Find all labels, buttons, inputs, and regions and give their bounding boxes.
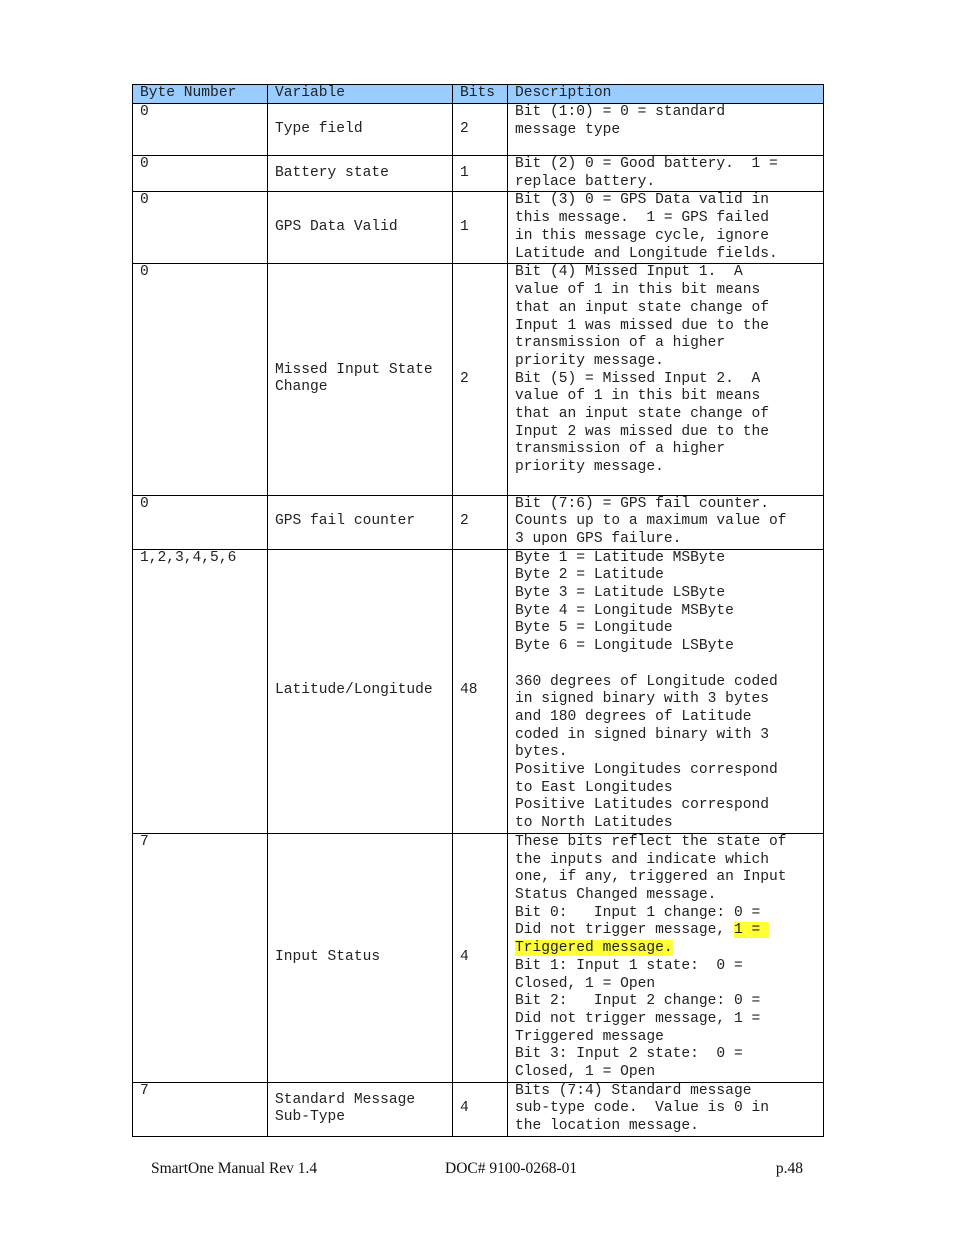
table-row — [133, 192, 824, 264]
description-line: Counts up to a maximum value of — [515, 513, 787, 530]
description-line: one, if any, triggered an Input — [515, 869, 787, 886]
description-line: These bits reflect the state of — [515, 833, 787, 850]
footer-manual-title: SmartOne Manual Rev 1.4 — [151, 1160, 318, 1177]
description-line: 3 upon GPS failure. — [515, 530, 682, 547]
description-line: to East Longitudes — [515, 779, 673, 796]
cell-bits: 48 — [453, 549, 508, 833]
description-line: Byte 6 = Longitude LSByte — [515, 638, 734, 655]
description-line: value of 1 in this bit means — [515, 282, 761, 299]
description-line — [515, 477, 823, 495]
description-line: replace battery. — [515, 173, 656, 190]
description-line: this message. 1 = GPS failed — [515, 210, 769, 227]
cell-variable: Input Status — [268, 833, 453, 1082]
highlighted-text: Triggered message. — [515, 940, 673, 957]
cell-bits: 4 — [453, 1082, 508, 1136]
description-line: that an input state change of — [515, 299, 769, 316]
cell-description — [508, 833, 824, 1082]
cell-variable: Type field — [268, 104, 453, 156]
description-line: message type — [515, 121, 621, 138]
table-row — [133, 264, 824, 495]
highlighted-text: 1 = — [733, 922, 769, 939]
description-line: Bits (7:4) Standard message — [515, 1082, 752, 1099]
description-line: Byte 3 = Latitude LSByte — [515, 585, 726, 602]
description-line: sub-type code. Value is 0 in — [515, 1100, 769, 1117]
description-line: Closed, 1 = Open — [515, 1064, 656, 1081]
description-line: Bit (4) Missed Input 1. A — [515, 264, 743, 281]
message-format-table — [132, 84, 824, 1137]
table-row — [133, 156, 824, 192]
description-line: priority message. — [515, 352, 664, 369]
description-line: bytes. — [515, 744, 568, 761]
cell-variable: Standard Message Sub-Type — [268, 1082, 453, 1136]
description-line: Byte 4 = Longitude MSByte — [515, 602, 734, 619]
footer-page-number: p.48 — [775, 1160, 803, 1177]
table-row — [133, 104, 824, 156]
header-byte-number: Byte Number — [133, 85, 268, 104]
description-line: the inputs and indicate which — [515, 851, 769, 868]
table-row — [133, 495, 824, 549]
cell-description — [508, 1082, 824, 1136]
description-text: Did not trigger message, — [515, 922, 734, 939]
description-line: Closed, 1 = Open — [515, 975, 656, 992]
description-line: Byte 1 = Latitude MSByte — [515, 549, 726, 566]
cell-bits: 4 — [453, 833, 508, 1082]
header-description: Description — [508, 85, 824, 104]
cell-byte-number: 0 — [133, 156, 268, 192]
description-line: the location message. — [515, 1118, 699, 1135]
description-line: value of 1 in this bit means — [515, 388, 761, 405]
footer-doc-number: DOC# 9100-0268-01 — [445, 1160, 578, 1177]
cell-byte-number: 7 — [133, 833, 268, 1082]
description-line: Bit (7:6) = GPS fail counter. — [515, 495, 769, 512]
cell-description — [508, 495, 824, 549]
header-bits: Bits — [453, 85, 508, 104]
description-line: Bit (3) 0 = GPS Data valid in — [515, 192, 769, 209]
description-line — [515, 940, 823, 958]
description-line: transmission of a higher — [515, 335, 726, 352]
description-line: Bit 3: Input 2 state: 0 = — [515, 1046, 743, 1063]
description-line: Byte 2 = Latitude — [515, 567, 664, 584]
table-row — [133, 549, 824, 833]
table-body — [133, 104, 824, 1137]
description-line — [515, 922, 823, 940]
description-line: Bit (1:0) = 0 = standard — [515, 104, 726, 120]
description-line: Latitude and Longitude fields. — [515, 245, 778, 262]
cell-variable: GPS Data Valid — [268, 192, 453, 264]
description-line: Bit 1: Input 1 state: 0 = — [515, 957, 743, 974]
description-line: and 180 degrees of Latitude — [515, 708, 752, 725]
cell-bits: 2 — [453, 264, 508, 495]
description-line: Input 1 was missed due to the — [515, 317, 769, 334]
cell-bits: 1 — [453, 156, 508, 192]
cell-description — [508, 192, 824, 264]
page-footer — [151, 1160, 803, 1180]
cell-variable: GPS fail counter — [268, 495, 453, 549]
description-line: Bit (2) 0 = Good battery. 1 = — [515, 156, 778, 172]
cell-byte-number: 0 — [133, 264, 268, 495]
cell-variable: Latitude/Longitude — [268, 549, 453, 833]
cell-description — [508, 264, 824, 495]
cell-byte-number: 0 — [133, 104, 268, 156]
description-line: to North Latitudes — [515, 815, 673, 832]
description-line: Positive Latitudes correspond — [515, 797, 769, 814]
cell-byte-number: 1,2,3,4,5,6 — [133, 549, 268, 833]
cell-variable: Missed Input State Change — [268, 264, 453, 495]
description-line: in this message cycle, ignore — [515, 227, 769, 244]
header-variable: Variable — [268, 85, 453, 104]
cell-bits: 2 — [453, 104, 508, 156]
cell-bits: 2 — [453, 495, 508, 549]
description-line: Bit 0: Input 1 change: 0 = — [515, 904, 761, 921]
description-line: Byte 5 = Longitude — [515, 620, 673, 637]
cell-byte-number: 0 — [133, 495, 268, 549]
description-line: Input 2 was missed due to the — [515, 423, 769, 440]
description-line: transmission of a higher — [515, 441, 726, 458]
table-row — [133, 1082, 824, 1136]
cell-description — [508, 549, 824, 833]
cell-variable: Battery state — [268, 156, 453, 192]
description-line: priority message. — [515, 459, 664, 476]
description-line — [515, 656, 823, 674]
cell-bits: 1 — [453, 192, 508, 264]
description-line: Positive Longitudes correspond — [515, 762, 778, 779]
description-line: in signed binary with 3 bytes — [515, 691, 769, 708]
table-header-row — [133, 85, 824, 104]
cell-byte-number: 0 — [133, 192, 268, 264]
cell-byte-number: 7 — [133, 1082, 268, 1136]
description-line: Triggered message — [515, 1028, 664, 1045]
description-line: Did not trigger message, 1 = — [515, 1010, 761, 1027]
cell-description — [508, 104, 824, 156]
description-line: Bit (5) = Missed Input 2. A — [515, 370, 761, 387]
description-line: Bit 2: Input 2 change: 0 = — [515, 993, 761, 1010]
table-row — [133, 833, 824, 1082]
description-line: that an input state change of — [515, 406, 769, 423]
cell-description — [508, 156, 824, 192]
description-line: coded in signed binary with 3 — [515, 726, 769, 743]
description-line: 360 degrees of Longitude coded — [515, 673, 778, 690]
description-line: Status Changed message. — [515, 886, 717, 903]
